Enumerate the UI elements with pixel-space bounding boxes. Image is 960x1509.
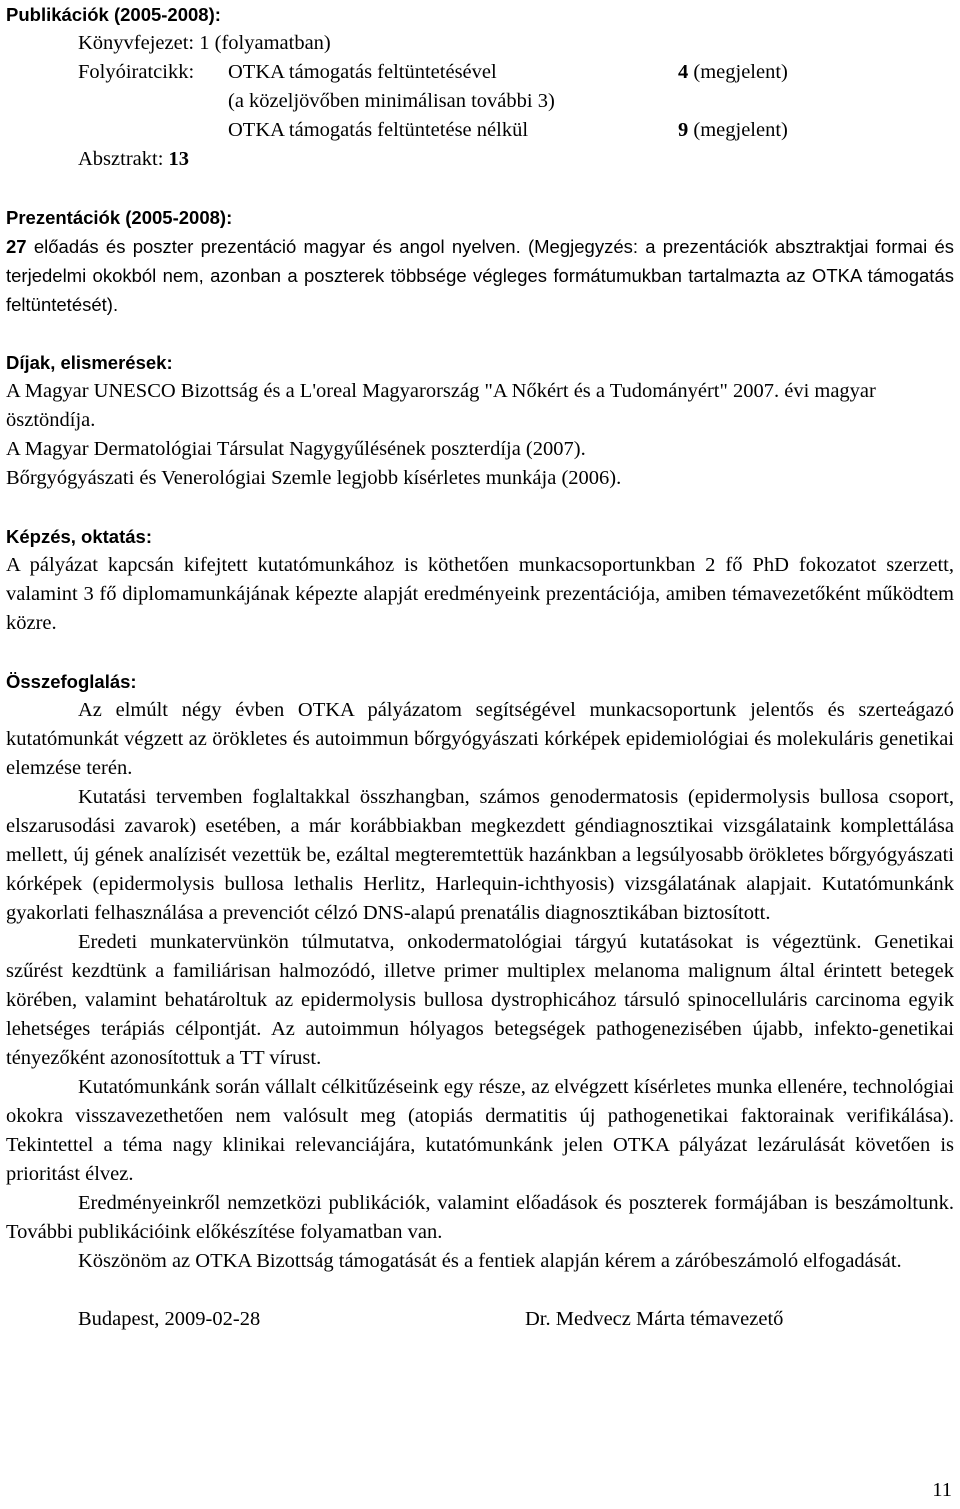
summary-paragraph: Kutatási tervemben foglaltakkal összhangban, számos genodermatosis (epidermolysis bullosa csoport, elszarusodási zavarok) esetében, a már korábbiakban megkezdett géndiagnosztikai vizsgálataink komplettálása mellett, új gének analízisét vezettük be, ezáltal megteremtettük hazánkban a legsúlyosabb örökletes bőrgyógyászati kórképek (epidermolysis bullosa lethalis Herlitz, Harlequin-ichthyosis) vizsgálatának alapjait. Kutatómunkánk gyakorlati felhasználása a prevenciót célzó DNS-alapú prenatális diagnosztikában biztosított. bbox=[6, 786, 954, 924]
presentations-description: előadás és poszter prezentáció magyar és angol nyelven. (Megjegyzés: a prezentációk absztraktjai formai és terjedelmi okokból nem, azonban a poszterek többsége végleges formátumukban tartalmazta az OTKA támogatás feltüntetését). bbox=[6, 236, 954, 315]
book-chapter-note: (folyamatban) bbox=[209, 32, 331, 54]
document-page bbox=[6, 0, 954, 1334]
awards-heading: Díjak, elismerések: bbox=[6, 352, 173, 373]
education-text: A pályázat kapcsán kifejtett kutatómunkához is köthetően munkacsoportunkban 2 fő PhD fokozatot szerzett, valamint 3 fő diplomamunkájának képezte alapját eredményeink prezentációja, amiben témavezetőként működtem közre. bbox=[6, 554, 954, 634]
presentations-heading: Prezentációk (2005-2008): bbox=[6, 207, 233, 228]
award-item: A Magyar Dermatológiai Társulat Nagygyűlésének poszterdíja (2007). bbox=[6, 438, 586, 460]
journal-without-support-status: (megjelent) bbox=[688, 119, 788, 141]
journal-upcoming: (a közeljövőben minimálisan további 3) bbox=[228, 90, 555, 112]
journal-line-3 bbox=[6, 116, 954, 145]
summary-heading: Összefoglalás: bbox=[6, 671, 137, 692]
summary-paragraph: Az elmúlt négy évben OTKA pályázatom segítségével munkacsoportunk jelentős és szerteágazó kutatómunkát végzett az örökletes és autoimmun bőrgyógyászati kórképek epidemiológiai és molekuláris genetikai elemzése terén. bbox=[6, 699, 954, 779]
journal-line-1 bbox=[6, 58, 954, 87]
place-date: Budapest, 2009-02-28 bbox=[78, 1308, 261, 1330]
publications-heading: Publikációk (2005-2008): bbox=[6, 4, 221, 25]
journal-without-support-count: 9 bbox=[678, 119, 689, 141]
presentations-count: 27 bbox=[6, 236, 27, 257]
journal-with-support-status: (megjelent) bbox=[688, 61, 788, 83]
summary-paragraph: Eredeti munkatervünkön túlmutatva, onkodermatológiai tárgyú kutatásokat is végeztünk. Genetikai szűrést kezdtünk a familiárisan halmozódó, illetve primer multiplex melanoma malignum által érintett betegek körében, valamint behatároltuk az epidermolysis bullosa dystrophicához társuló spinocelluláris carcinoma egyik lehetséges terápiás célpontját. Az autoimmun hólyagos betegségek pathogenezisében újabb, infekto-genetikai tényezőként azonosítottuk a TT vírust. bbox=[6, 931, 954, 1069]
award-item: A Magyar UNESCO Bizottság és a L'oreal Magyarország "A Nőkért és a Tudományért" 2007. évi magyar ösztöndíja. bbox=[6, 380, 876, 431]
journal-with-support: OTKA támogatás feltüntetésével bbox=[228, 61, 497, 83]
abstract-line bbox=[6, 145, 954, 174]
award-item: Bőrgyógyászati és Venerológiai Szemle legjobb kísérletes munkája (2006). bbox=[6, 467, 622, 489]
publications-block bbox=[6, 29, 954, 174]
book-chapter-line bbox=[6, 29, 954, 58]
signer: Dr. Medvecz Márta témavezető bbox=[525, 1308, 784, 1330]
journal-label: Folyóiratcikk: bbox=[78, 61, 195, 83]
signature-line bbox=[6, 1305, 954, 1334]
page-number: 11 bbox=[932, 1479, 952, 1501]
book-chapter-label: Könyvfejezet: bbox=[78, 32, 200, 54]
journal-with-support-count: 4 bbox=[678, 61, 689, 83]
summary-paragraph: Kutatómunkánk során vállalt célkitűzéseink egy része, az elvégzett kísérletes munka ellenére, technológiai okokra visszavezethetően nem valósult meg (atopiás dermatitis új pathogenetikai faktorainak verifikálása). Tekintettel a téma nagy klinikai relevanciájára, kutatómunkánk jelen OTKA pályázat lezárulását követően is prioritást élvez. bbox=[6, 1076, 954, 1185]
summary-paragraph: Eredményeinkről nemzetközi publikációk, valamint előadások és poszterek formájában is beszámoltunk. További publikációink előkészítése folyamatban van. bbox=[6, 1192, 954, 1243]
journal-without-support: OTKA támogatás feltüntetése nélkül bbox=[228, 119, 529, 141]
book-chapter-count: 1 bbox=[199, 32, 210, 54]
journal-line-2 bbox=[6, 87, 954, 116]
presentations-text bbox=[6, 232, 954, 319]
summary-paragraph: Köszönöm az OTKA Bizottság támogatását és a fentiek alapján kérem a záróbeszámoló elfogadását. bbox=[78, 1250, 902, 1272]
abstract-label: Absztrakt: bbox=[78, 148, 169, 170]
education-heading: Képzés, oktatás: bbox=[6, 526, 152, 547]
abstract-count: 13 bbox=[168, 148, 190, 170]
